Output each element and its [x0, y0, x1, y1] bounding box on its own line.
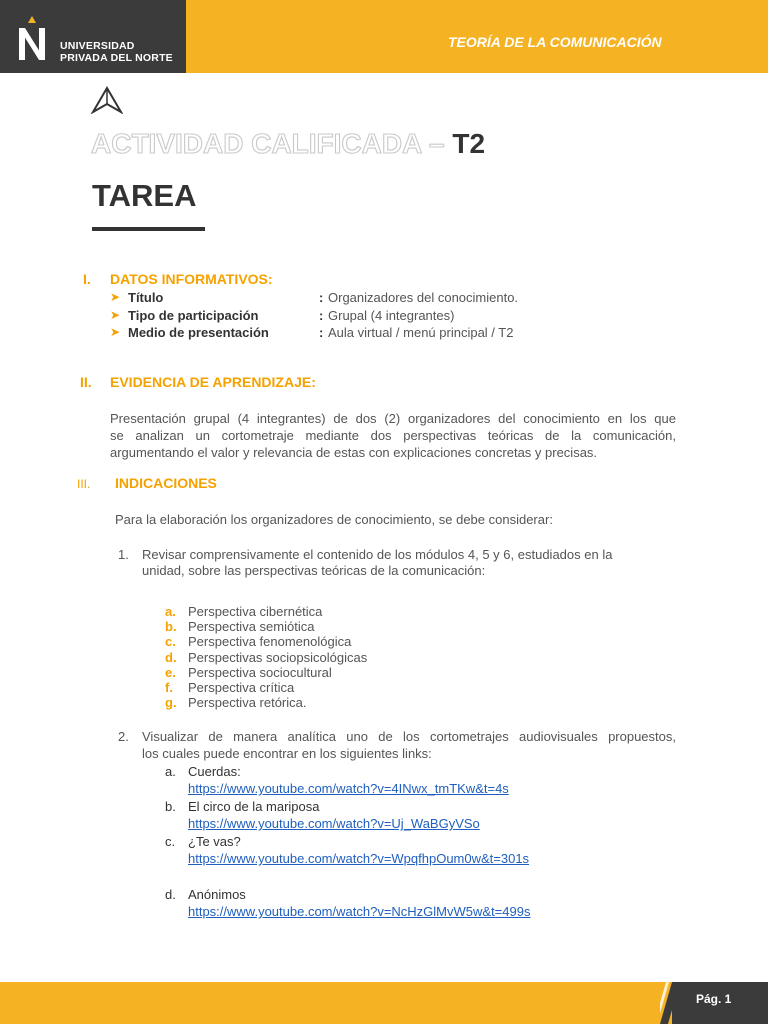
section1-number: I. — [83, 271, 91, 287]
page-number: Pág. 1 — [696, 992, 732, 1006]
film-letter: a. — [165, 764, 176, 779]
film-link[interactable]: https://www.youtube.com/watch?v=NcHzGlMvW5w&t=499s — [188, 904, 531, 919]
navigation-arrow-icon — [91, 86, 123, 114]
film-link[interactable]: https://www.youtube.com/watch?v=WpqfhpOum0w&t=301s — [188, 851, 530, 866]
logo-line1: UNIVERSIDAD — [60, 40, 135, 52]
film-name: Cuerdas: — [188, 764, 241, 779]
item2-number: 2. — [118, 729, 129, 744]
item2-paragraph — [142, 728, 676, 762]
list-text: Perspectiva cibernética — [188, 604, 323, 619]
section2-title: EVIDENCIA DE APRENDIZAJE: — [110, 374, 316, 390]
info-label: Título — [128, 290, 164, 305]
paragraph-line: argumentando el valor y relevancia de estas con explicaciones concretas y precisas. — [110, 445, 598, 460]
info-value: Aula virtual / menú principal / T2 — [328, 325, 514, 340]
footer-bar — [0, 982, 768, 1024]
info-value: Grupal (4 integrantes) — [328, 308, 455, 323]
logo-line2: PRIVADA DEL NORTE — [60, 52, 173, 64]
title-underline — [92, 227, 205, 231]
film-letter: c. — [165, 834, 176, 849]
film-name: Anónimos — [188, 887, 246, 902]
film-letter: b. — [165, 799, 176, 814]
item1-line: Revisar comprensivamente el contenido de los módulos 4, 5 y 6, estudiados en la — [142, 547, 613, 562]
activity-label: ACTIVIDAD CALIFICADA – — [91, 128, 445, 159]
info-colon: : — [319, 308, 324, 323]
list-text: Perspectiva crítica — [188, 679, 295, 695]
university-n-logo-icon — [14, 14, 50, 62]
list-text: Perspectiva sociocultural — [188, 664, 332, 680]
list-letter: b. — [165, 619, 177, 635]
section3-title: INDICACIONES — [115, 475, 217, 491]
list-letter: e. — [165, 664, 176, 680]
university-name — [60, 40, 173, 64]
paragraph-line: Visualizar de manera analítica uno de los cortometrajes audiovisuales propuestos, — [142, 729, 676, 744]
list-text: Perspectiva semiótica — [188, 619, 315, 635]
info-colon: : — [319, 325, 324, 340]
info-label: Tipo de participación — [128, 308, 259, 323]
arrow-bullet-icon: ➤ — [110, 290, 121, 304]
section2-number: II. — [80, 374, 92, 390]
paragraph-line: se analizan un cortometraje mediante dos perspectivas teóricas de la comunicación, — [110, 428, 676, 443]
activity-title — [91, 128, 485, 160]
info-colon: : — [319, 290, 324, 305]
footer-divider — [660, 982, 680, 1024]
list-text: Perspectiva fenomenológica — [188, 634, 352, 650]
activity-code: T2 — [452, 128, 486, 159]
list-text: Perspectivas sociopsicológicas — [188, 649, 368, 665]
evidence-paragraph — [110, 410, 676, 461]
paragraph-line: Presentación grupal (4 integrantes) de dos (2) organizadores del conocimiento en los que — [110, 411, 676, 426]
instructions-intro: Para la elaboración los organizadores de conocimiento, se debe considerar: — [115, 512, 553, 527]
assignment-type: TAREA — [92, 178, 197, 213]
list-letter: a. — [165, 604, 176, 619]
film-name: ¿Te vas? — [188, 834, 241, 849]
list-letter: f. — [165, 679, 173, 695]
list-text: Perspectiva retórica. — [188, 695, 307, 711]
list-letter: g. — [165, 695, 177, 711]
film-link[interactable]: https://www.youtube.com/watch?v=4INwx_tmTKw&t=4s — [188, 781, 509, 796]
list-letter: d. — [165, 649, 177, 665]
info-value: Organizadores del conocimiento. — [328, 290, 519, 305]
section1-title: DATOS INFORMATIVOS: — [110, 271, 273, 287]
arrow-bullet-icon: ➤ — [110, 325, 121, 339]
film-name: El circo de la mariposa — [188, 799, 320, 814]
arrow-bullet-icon: ➤ — [110, 308, 121, 322]
course-title: TEORÍA DE LA COMUNICACIÓN — [448, 34, 662, 50]
section3-number: III. — [77, 477, 91, 491]
university-logo — [0, 0, 186, 73]
paragraph-line: los cuales puede encontrar en los siguientes links: — [142, 746, 432, 761]
list-letter: c. — [165, 634, 176, 650]
film-link[interactable]: https://www.youtube.com/watch?v=Uj_WaBGyVSo — [188, 816, 480, 831]
item1-number: 1. — [118, 547, 129, 562]
info-label: Medio de presentación — [128, 325, 269, 340]
item1-line: unidad, sobre las perspectivas teóricas de la comunicación: — [142, 563, 486, 578]
film-letter: d. — [165, 887, 176, 902]
